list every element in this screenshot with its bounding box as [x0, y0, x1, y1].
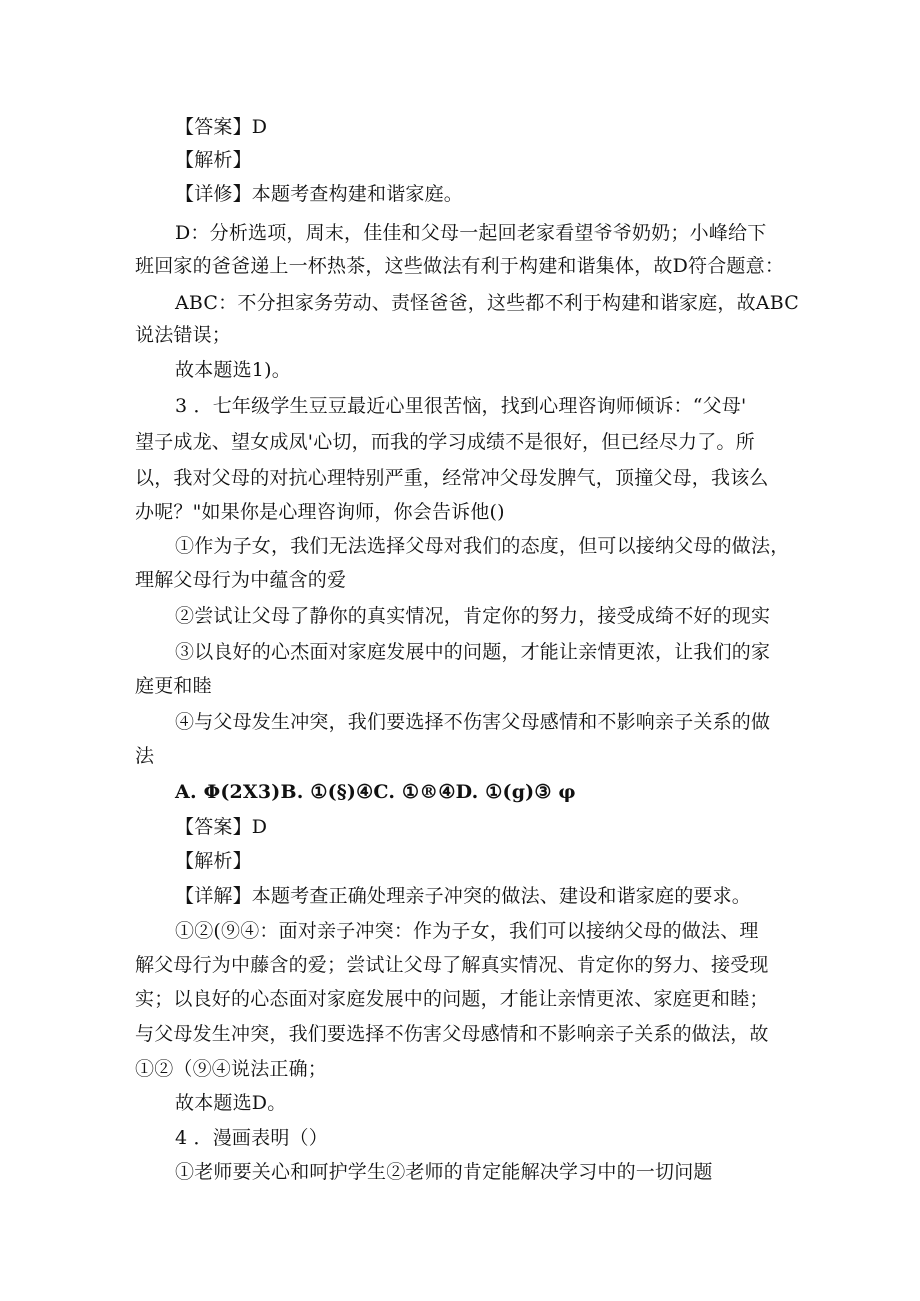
- choices-line: A. Φ(2X3)B. ①(§)④C. ①®④D. ①(g)③ φ: [175, 781, 576, 803]
- option-line: ④与父母发生冲突，我们要选择不伤害父母感情和不影响亲子关系的做: [175, 711, 771, 733]
- option-line: ③以良好的心杰面对家庭发展中的问题，才能让亲情更浓，让我们的家: [175, 641, 771, 663]
- option-line: 庭更和睦: [135, 675, 212, 697]
- question-3-line: 望子成龙、望女成凤'心切，而我的学习成绩不是很好，但已经尽力了。所: [135, 431, 755, 453]
- answer-label-2: 【答案】D: [175, 816, 268, 838]
- question-3-line: 以，我对父母的对抗心理特别严重，经常冲父母发脾气，顶撞父母，我该么: [135, 467, 769, 489]
- explanation-line: 实；以良好的心态面对家庭发展中的问题，才能让亲情更浓、家庭更和睦；: [135, 988, 769, 1010]
- detail-label-2: 【详解】本题考查正确处理亲子冲突的做法、建设和谐家庭的要求。: [175, 885, 752, 907]
- option-line: ②尝试让父母了静你的真实情况，肯定你的努力，接受成绮不好的现实: [175, 605, 771, 627]
- analysis-label-2: 【解析】: [175, 850, 252, 872]
- paragraph-line: D：分析选项，周末，佳佳和父母一起回老家看望爷爷奶奶；小峰给下: [175, 222, 767, 244]
- analysis-label-1: 【解析】: [175, 149, 252, 171]
- option-line: 理解父母行为中蕴含的爱: [135, 569, 347, 591]
- paragraph-line: ABC：不分担家务劳动、责怪爸爸，这些都不利于构建和谐家庭，故ABC: [175, 292, 799, 314]
- conclusion-line: 故本题选D。: [175, 1092, 287, 1114]
- explanation-line: ①②(⑨④：面对亲子冲突：作为子女，我们可以接纳父母的做法、理: [175, 920, 759, 942]
- paragraph-line: 说法错误；: [135, 324, 232, 346]
- question-3-line: 办呢？"如果你是心理咨询师，你会告诉他(): [135, 501, 505, 523]
- option-line: 法: [135, 745, 155, 767]
- paragraph-line: 班回家的爸爸递上一杯热茶，这些做法有利于构建和谐集体，故D符合题意：: [135, 255, 785, 277]
- explanation-line: ①②（⑨④说法正确；: [135, 1058, 328, 1080]
- detail-label-1: 【详修】本题考查构建和谐家庭。: [175, 183, 464, 205]
- question-3-line: 3 ．七年级学生豆豆最近心里很苦恼，找到心理咨询师倾诉：“父母': [175, 395, 747, 417]
- explanation-line: 解父母行为中藤含的爱；尝试让父母了解真实情况、肯定你的努力、接受现: [135, 954, 769, 976]
- answer-label-1: 【答案】D: [175, 116, 268, 138]
- option-line: ①作为子女，我们无法选择父母对我们的态度，但可以接纳父母的做法，: [175, 535, 790, 557]
- paragraph-line: 故本题选1)。: [175, 359, 291, 381]
- explanation-line: 与父母发生冲突，我们要选择不伤害父母感情和不影响亲子关系的做法，故: [135, 1023, 769, 1045]
- question-4-options: ①老师要关心和呵护学生②老师的肯定能解决学习中的一切问题: [175, 1161, 713, 1183]
- question-4-line: 4 ．漫画表明（）: [175, 1127, 328, 1149]
